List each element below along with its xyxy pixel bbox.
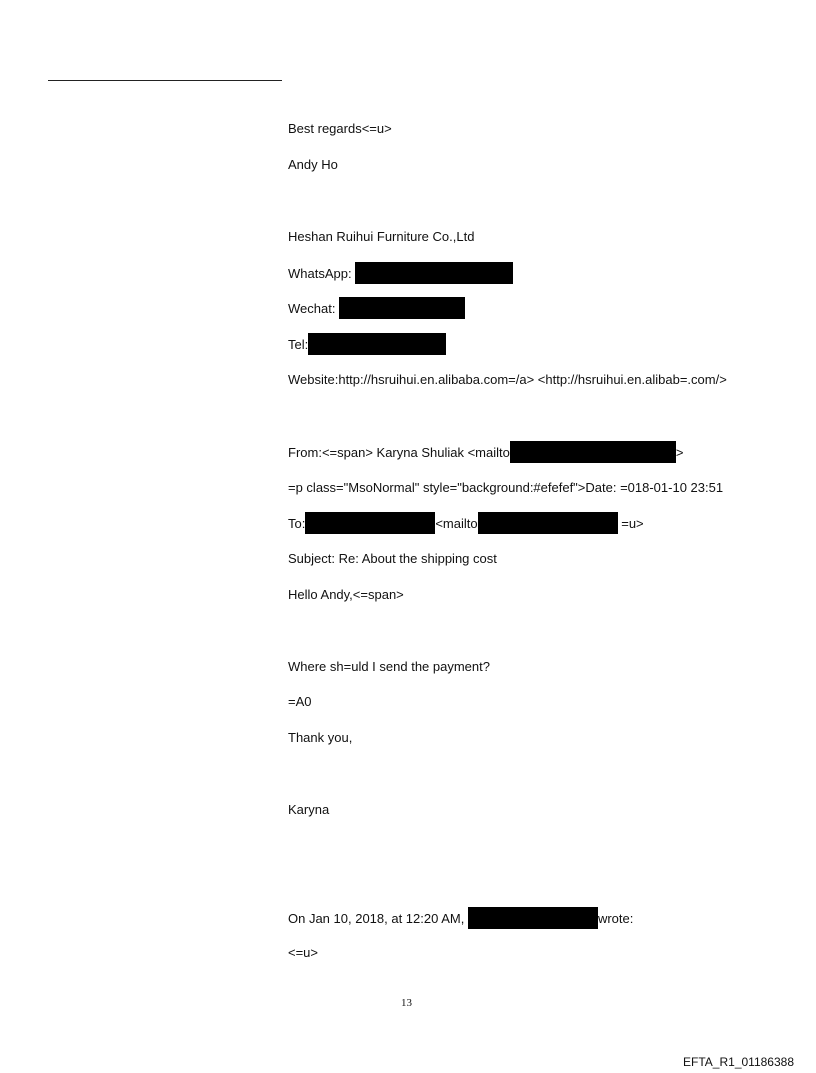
to-mailto: <mailto [435,515,478,531]
redaction-block [468,907,598,929]
company-name: Heshan Ruihui Furniture Co.,Ltd [288,229,475,244]
redaction-block [308,333,446,355]
website-line: Website:http://hsruihui.en.alibaba.com=/a> <http://hsruihui.en.alibab=.com/> [288,372,727,387]
wechat-label: Wechat: [288,300,340,316]
date-line: =p class="MsoNormal" style="background:#efefef">Date: =018-01-10 23:51 [288,480,724,495]
page-number: 13 [401,997,412,1009]
quote-prefix: On Jan 10, 2018, at 12:20 AM, [288,910,468,926]
tel-label: Tel: [288,336,309,352]
from-suffix: > [675,444,684,460]
document-id: EFTA_R1_01186388 [683,1055,794,1069]
sender-name: Andy Ho [288,157,338,172]
redaction-block [478,512,618,534]
to-suffix: =u> [617,515,644,531]
quote-suffix: wrote: [597,910,634,926]
redaction-block [305,512,435,534]
question-line: Where sh=uld I send the payment? [288,659,490,674]
thanks-line: Thank you, [288,730,353,745]
signature-line: Karyna [288,802,330,817]
redaction-block [355,262,513,284]
quote-header-line [288,910,633,929]
to-label: To: [288,515,306,531]
tel-line [288,336,446,355]
email-signoff: Best regards<=u> [288,121,392,136]
from-prefix: From:<=span> Karyna Shuliak <mailto [288,444,510,460]
to-line [288,515,644,534]
whatsapp-label: WhatsApp: [288,265,356,281]
nbsp-line: =A0 [288,694,312,709]
whatsapp-line [288,265,513,284]
wechat-line [288,300,465,319]
from-line [288,444,683,463]
quote-tag-line: <=u> [288,945,319,960]
redaction-block [339,297,465,319]
subject-line: Subject: Re: About the shipping cost [288,551,497,566]
separator-rule [48,80,282,81]
greeting-line: Hello Andy,<=span> [288,587,404,602]
redaction-block [510,441,676,463]
